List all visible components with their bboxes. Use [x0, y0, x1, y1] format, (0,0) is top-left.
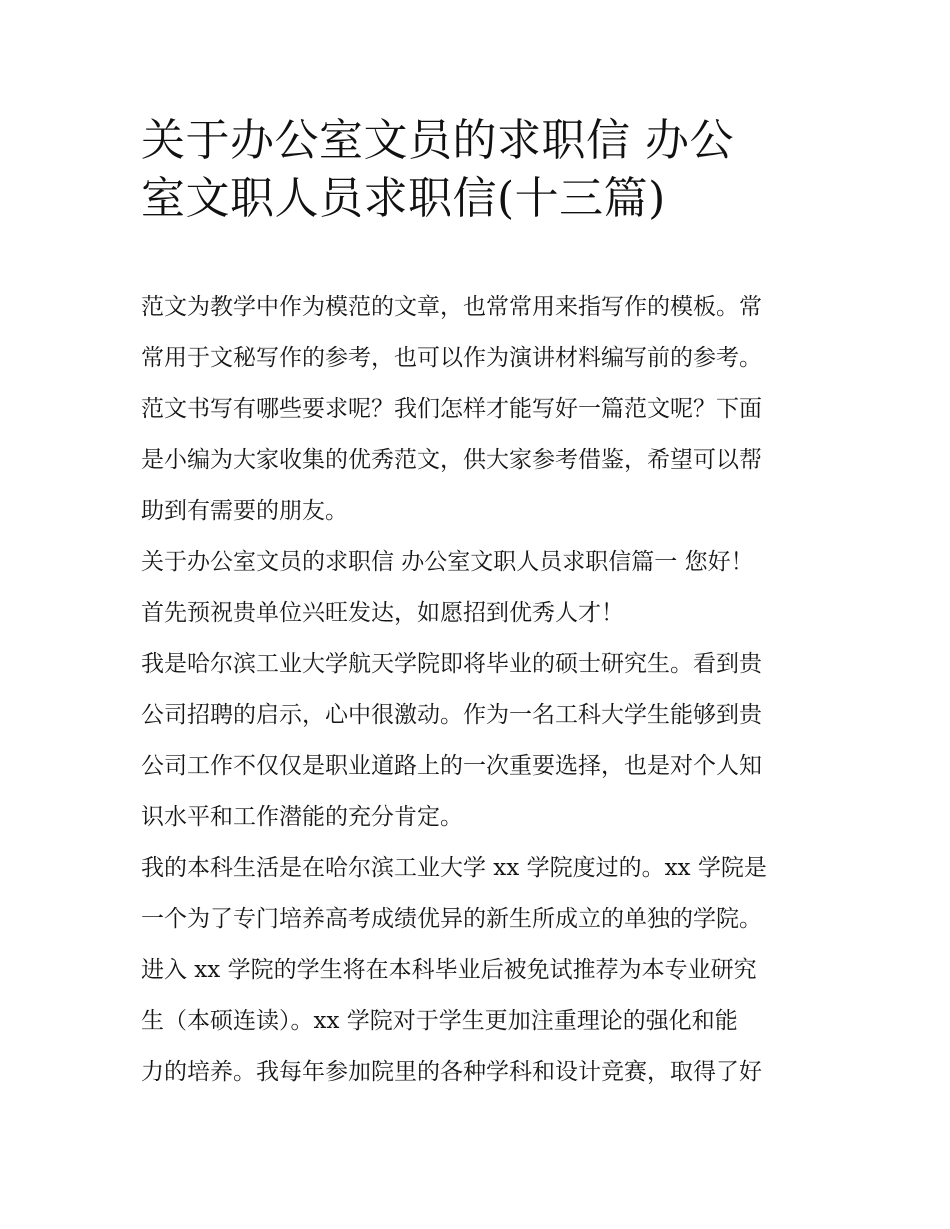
document-body: [141, 282, 821, 1098]
body-line: 首先预祝贵单位兴旺发达，如愿招到优秀人才！: [141, 600, 624, 626]
body-line: 是小编为大家收集的优秀范文，供大家参考借鉴，希望可以帮: [141, 447, 762, 473]
body-line: 常用于文秘写作的参考，也可以作为演讲材料编写前的参考。: [141, 345, 762, 371]
body-line: 力的培养。我每年参加院里的各种学科和设计竞赛，取得了好: [141, 1059, 762, 1085]
body-line: 范文书写有哪些要求呢？我们怎样才能写好一篇范文呢？下面: [141, 396, 762, 422]
body-line: 范文为教学中作为模范的文章，也常常用来指写作的模板。常: [141, 294, 762, 320]
body-line: 我的本科生活是在哈尔滨工业大学 xx 学院度过的。xx 学院是: [141, 855, 767, 881]
body-line: 生（本硕连读）。xx 学院对于学生更加注重理论的强化和能: [141, 1008, 738, 1034]
body-line: 进入 xx 学院的学生将在本科毕业后被免试推荐为本专业研究: [141, 957, 757, 983]
body-line: 识水平和工作潜能的充分肯定。: [141, 804, 463, 830]
body-line: 公司招聘的启示，心中很激动。作为一名工科大学生能够到贵: [141, 702, 762, 728]
body-line: 一个为了专门培养高考成绩优异的新生所成立的单独的学院。: [141, 906, 762, 932]
title-line: 室文职人员求职信(十三篇): [141, 173, 666, 224]
body-line: 助到有需要的朋友。: [141, 498, 348, 524]
title-line: 关于办公室文员的求职信 办公: [141, 115, 734, 166]
document-title: [141, 112, 821, 228]
body-line: 公司工作不仅仅是职业道路上的一次重要选择，也是对个人知: [141, 753, 762, 779]
body-line: 我是哈尔滨工业大学航天学院即将毕业的硕士研究生。看到贵: [141, 651, 762, 677]
body-line: 关于办公室文员的求职信 办公室文职人员求职信篇一 您好！: [141, 549, 754, 575]
